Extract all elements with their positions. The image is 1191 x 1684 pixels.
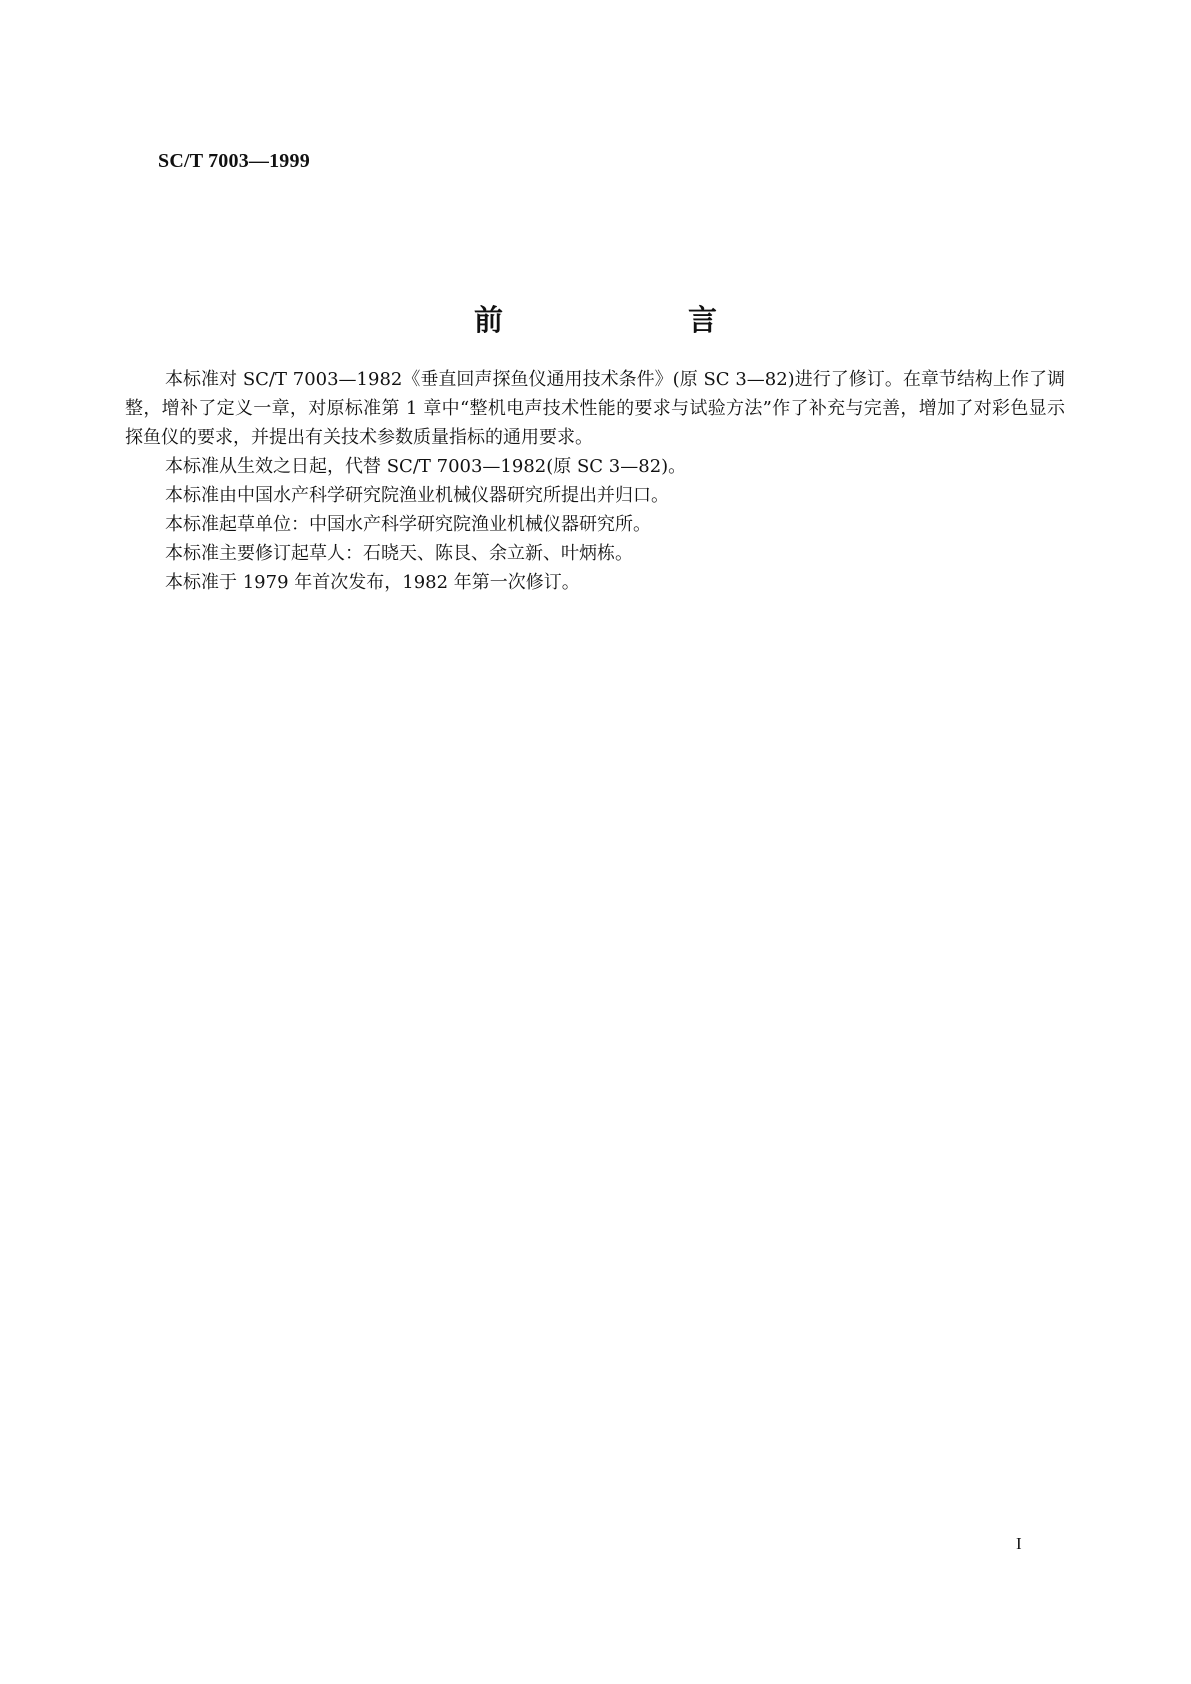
foreword-paragraph-replacement: 本标准从生效之日起，代替 SC/T 7003—1982(原 SC 3—82)。 xyxy=(165,456,687,477)
foreword-body xyxy=(125,365,1065,597)
foreword-paragraph-revision: 本标准对 SC/T 7003—1982《垂直回声探鱼仪通用技术条件》(原 SC 3—82)进行了修订。在章节结构上作了调整，增补了定义一章，对原标准第 1 章中“整机电声技术性能的要求与试验方法”作了补充与完善，增加了对彩色显示探鱼仪的要求，并提出有关技术参数质量指标的通用要求。 xyxy=(125,369,1065,448)
foreword-paragraph-proposer: 本标准由中国水产科学研究院渔业机械仪器研究所提出并归口。 xyxy=(165,485,669,506)
foreword-paragraph-drafters: 本标准主要修订起草人：石晓天、陈艮、余立新、叶炳栋。 xyxy=(165,543,633,564)
foreword-paragraph-history: 本标准于 1979 年首次发布，1982 年第一次修订。 xyxy=(165,572,580,593)
page-number: I xyxy=(1016,1534,1022,1553)
standard-code: SC/T 7003—1999 xyxy=(158,150,310,172)
page-title: 前 言 xyxy=(473,303,795,337)
foreword-paragraph-drafting-unit: 本标准起草单位：中国水产科学研究院渔业机械仪器研究所。 xyxy=(165,514,651,535)
